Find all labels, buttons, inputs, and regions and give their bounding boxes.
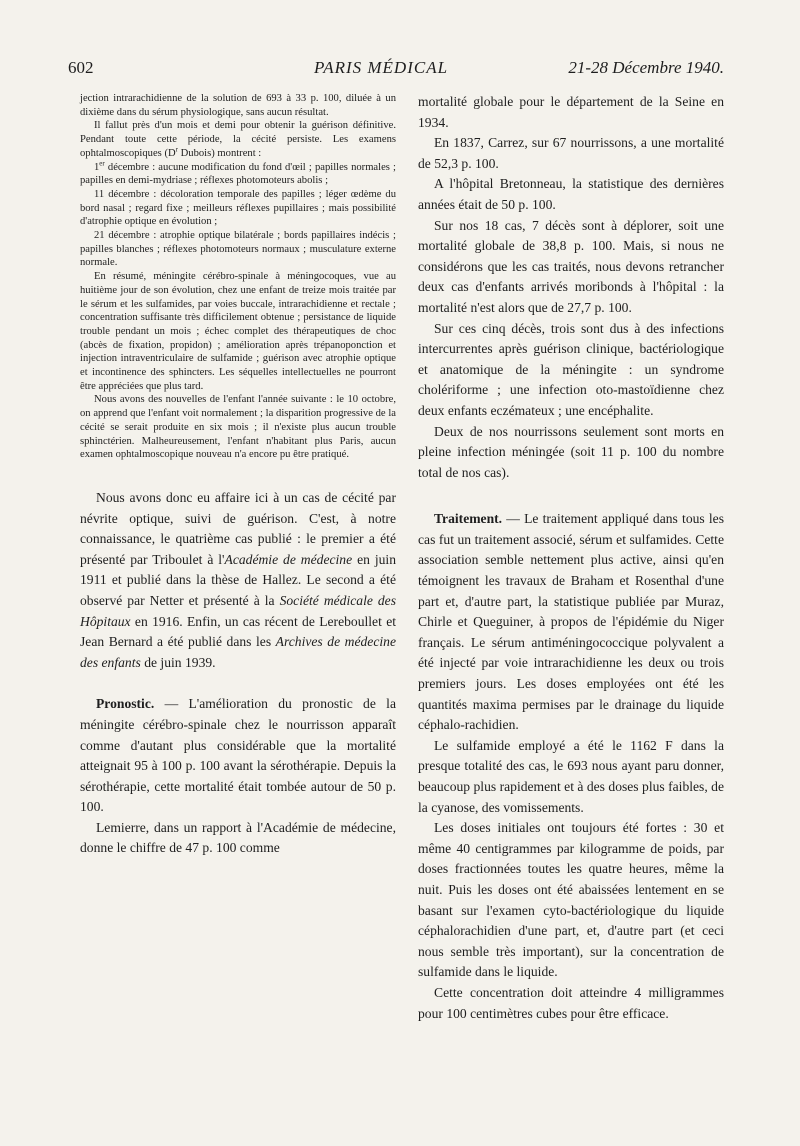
paragraph: Deux de nos nourrissons seulement sont morts en pleine infection méningée (soit 11 p. 100 du nombre total de nos cas). [418, 423, 724, 480]
paragraph: A l'hôpital Bretonneau, la statistique des dernières années était de 50 p. 100. [418, 176, 724, 212]
paragraph: En résumé, méningite cérébro-spinale à méningocoques, vue au huitième jour de son évolution, chez une enfant de treize mois traitée par le sérum et les sulfamides, par voies buccale, intrarachidienne et rectale ; concentration suffisante très difficilement obtenue ; persistance de liquide trouble pendant un mois ; échec complet des thérapeutiques de choc (abcès de fixation, propidon) ; amélioration après trépanoponction et injection intraventriculaire de sulfamide ; guérison avec atrophie optique et incontinence des sphincters. Les séquelles intellectuelles ne pourront être appréciées que plus tard. [80, 271, 396, 392]
case-report-smallprint [80, 92, 396, 462]
left-column [80, 92, 396, 859]
paragraph: jection intrarachidienne de la solution de 693 à 33 p. 100, diluée à un dixième dans du sérum physiologique, sans aucun résultat. [80, 93, 396, 118]
main-text-left [80, 488, 396, 859]
paragraph: Les doses initiales ont toujours été fortes : 30 et même 40 centigrammes par kilogramme de poids, par doses fractionnées toutes les quatre heures, même la nuit. Puis les doses ont été abaissées lentement en se basant sur l'examen cyto-bactériologique du liquide céphalorachidien d'une part, et, d'autre part (et ceci nous semble très important), sur la concentration de sulfamide dans le liquide. [418, 820, 724, 980]
page-number: 602 [68, 58, 94, 77]
section-heading-pronostic: Pronostic. [96, 696, 155, 712]
paragraph: En 1837, Carrez, sur 67 nourrissons, a une mortalité de 52,3 p. 100. [418, 135, 724, 171]
paragraph: Lemierre, dans un rapport à l'Académie de médecine, donne le chiffre de 47 p. 100 comme [80, 819, 396, 856]
paragraph: 11 décembre : décoloration temporale des papilles ; léger œdème du bord nasal ; regard fixe ; meilleurs réflexes pupillaires ; mais possibilité d'atrophie optique en évolution ; [80, 188, 396, 228]
section-heading-traitement: Traitement. [434, 511, 503, 527]
page-header [68, 56, 724, 82]
paragraph: Traitement. — Le traitement appliqué dans tous les cas fut un traitement associé, sérum et sulfamides. Cette association semble nettement plus active, ainsi qu'en témoignent les travaux de Braham et Rosenthal d'une part et, d'autre part, la statistique publiée par Muraz, Chirle et Queguiner, à propos de l'épidémie du Niger français. Le sérum antiméningococcique polyvalent a été injecté par voie intrarachidienne les deux ou trois premiers jours. Les doses employées ont été les quantités maxima permises par le drainage du liquide céphalo-rachidien. [418, 511, 724, 733]
paragraph: 21 décembre : atrophie optique bilatérale ; bords papillaires indécis ; papilles blanches ; réflexes photomoteurs normaux ; musculature externe normale. [80, 230, 396, 269]
journal-title: PARIS MÉDICAL [314, 58, 449, 77]
paragraph: Nous avons des nouvelles de l'enfant l'année suivante : le 10 octobre, on apprend que l'enfant voit normalement ; la disparition progressive de la cécité se serait produite en six mois ; il n'existe plus aucun trouble sphinctérien. Malheureusement, l'enfant n'habitant plus Paris, aucun examen ophtalmoscopique nouveau n'a encore pu être pratiqué. [80, 394, 396, 461]
paragraph: Il fallut près d'un mois et demi pour obtenir la guérison définitive. Pendant toute cette période, la cécité persiste. Les examens ophtalmoscopiques ($D^r$ Dubois) montrent : [80, 120, 396, 159]
paragraph: Sur nos 18 cas, 7 décès sont à déplorer, soit une mortalité globale de 38,8 p. 100. Mais, si nous ne considérons que les cas traités, nous devons retrancher deux cas d'enfants arrivés moribonds à l'hôpital : la mortalité n'est alors que de 27,7 p. 100. [418, 217, 724, 315]
paragraph: 1er décembre : aucune modification du fond d'œil ; papilles normales ; papilles en demi-mydriase ; réflexes photomoteurs abolis ; [80, 158, 396, 187]
right-column [418, 92, 724, 1024]
paragraph: Nous avons donc eu affaire ici à un cas de cécité par névrite optique, suivi de guérison. C'est, à notre connaissance, le quatrième cas publié : le premier a été présenté par Triboulet à l'Académie de médecine en juin 1911 et publié dans la thèse de Hallez. Le second a été observé par Netter et présenté à la Société médicale des Hôpitaux en 1916. Enfin, un cas récent de Lereboullet et Jean Bernard a été publié dans les Archives de médecine des enfants de juin 1939. [80, 489, 397, 670]
paragraph: Cette concentration doit atteindre 4 milligrammes pour 100 centimètres cubes pour être efficace. [418, 984, 724, 1021]
issue-date: 21-28 Décembre 1940. [568, 58, 724, 77]
paragraph: mortalité globale pour le département de la Seine en 1934. [418, 94, 724, 130]
main-text-right [418, 92, 724, 1024]
paragraph: Le sulfamide employé a été le 1162 F dans la presque totalité des cas, le 693 nous ayant paru donner, beaucoup plus rapidement et à des doses plus faibles, de la cyanose, des vomissements. [418, 737, 724, 815]
paragraph: Sur ces cinq décès, trois sont dus à des infections intercurrentes après guérison clinique, bactériologique et anatomique de la méningite : un syndrome cholériforme ; une infection oto-mastoïdienne chez deux enfants eczémateux ; une encéphalite. [418, 320, 724, 418]
paragraph: Pronostic. — L'amélioration du pronostic de la méningite cérébro-spinale chez le nourrisson apparaît comme d'autant plus considérable que la mortalité atteignait 95 à 100 p. 100 avant la sérothérapie. Depuis la sérothérapie, cette mortalité était tombée autour de 50 p. 100. [80, 696, 396, 815]
